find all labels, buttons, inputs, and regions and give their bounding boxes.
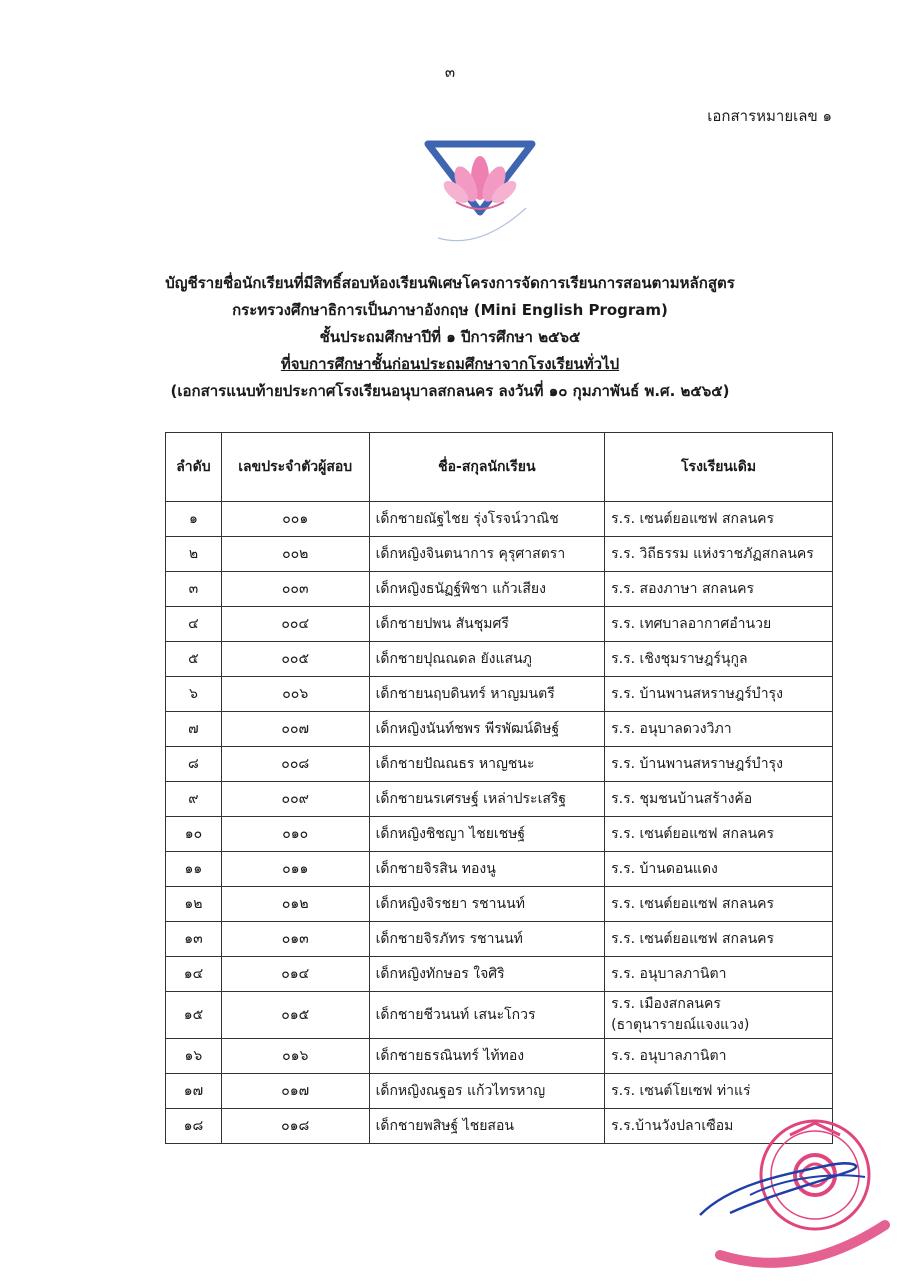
cell-exam-id: ๐๐๘ <box>221 747 369 782</box>
table-row <box>166 782 833 817</box>
cell-exam-id: ๐๑๐ <box>221 817 369 852</box>
cell-previous-school <box>605 922 833 957</box>
cell-order: ๑๒ <box>166 887 222 922</box>
cell-student-name: เด็กชายณัฐไชย รุ่งโรจน์วาณิช <box>369 502 605 537</box>
cell-order: ๑๗ <box>166 1074 222 1109</box>
cell-student-name: เด็กชายจิรสิน ทองนู <box>369 852 605 887</box>
cell-exam-id: ๐๑๓ <box>221 922 369 957</box>
school-line: ร.ร. ชุมชนบ้านสร้างค้อ <box>611 790 753 807</box>
cell-order: ๕ <box>166 642 222 677</box>
cell-order: ๖ <box>166 677 222 712</box>
table-row <box>166 712 833 747</box>
cell-order: ๒ <box>166 537 222 572</box>
table-row <box>166 677 833 712</box>
school-line: ร.ร. วิถีธรรม แห่งราชภัฏสกลนคร <box>611 545 814 562</box>
table-row <box>166 747 833 782</box>
cell-student-name: เด็กชายปุณณดล ยังแสนภู <box>369 642 605 677</box>
cell-previous-school <box>605 712 833 747</box>
table-body <box>166 502 833 1144</box>
cell-exam-id: ๐๐๗ <box>221 712 369 747</box>
cell-exam-id: ๐๑๘ <box>221 1109 369 1144</box>
title-line-4: ที่จบการศึกษาชั้นก่อนประถมศึกษาจากโรงเรียนทั่วไป <box>280 355 620 373</box>
school-line: ร.ร. เมืองสกลนคร <box>611 996 721 1012</box>
school-seal <box>690 1105 890 1275</box>
document-title <box>0 270 900 405</box>
cell-exam-id: ๐๑๕ <box>221 992 369 1039</box>
cell-previous-school <box>605 887 833 922</box>
cell-student-name: เด็กหญิงทักษอร ใจศิริ <box>369 957 605 992</box>
school-line: ร.ร. เชิงชุมราษฎร์นุกูล <box>611 650 748 667</box>
cell-exam-id: ๐๑๗ <box>221 1074 369 1109</box>
cell-exam-id: ๐๐๑ <box>221 502 369 537</box>
school-line: ร.ร. เซนต์โยเซฟ ท่าแร่ <box>611 1082 751 1099</box>
header-student-name: ชื่อ-สกุลนักเรียน <box>369 433 605 502</box>
cell-order: ๑๔ <box>166 957 222 992</box>
cell-order: ๑๐ <box>166 817 222 852</box>
cell-exam-id: ๐๐๓ <box>221 572 369 607</box>
cell-exam-id: ๐๐๔ <box>221 607 369 642</box>
cell-order: ๑๕ <box>166 992 222 1039</box>
cell-student-name: เด็กหญิงนันท์ชพร พีรพัฒน์ดิษฐ์ <box>369 712 605 747</box>
cell-exam-id: ๐๑๔ <box>221 957 369 992</box>
cell-student-name: เด็กชายปพน สันชุมศรี <box>369 607 605 642</box>
cell-previous-school <box>605 782 833 817</box>
school-line: ร.ร. เซนต์ยอแซฟ สกลนคร <box>611 510 775 527</box>
cell-student-name: เด็กชายธรณินทร์ ไท้ทอง <box>369 1039 605 1074</box>
lotus-logo-icon <box>420 138 540 248</box>
table-row <box>166 537 833 572</box>
cell-order: ๑๑ <box>166 852 222 887</box>
school-line: ร.ร.บ้านวังปลาเซือม <box>611 1117 734 1134</box>
cell-order: ๑ <box>166 502 222 537</box>
cell-exam-id: ๐๐๕ <box>221 642 369 677</box>
cell-student-name: เด็กชายนฤบดินทร์ หาญมนตรี <box>369 677 605 712</box>
cell-order: ๙ <box>166 782 222 817</box>
table-row <box>166 1039 833 1074</box>
cell-order: ๑๓ <box>166 922 222 957</box>
table-row <box>166 572 833 607</box>
school-line: ร.ร. บ้านพานสหราษฎร์บำรุง <box>611 755 783 772</box>
header-order: ลำดับ <box>166 433 222 502</box>
cell-previous-school <box>605 1039 833 1074</box>
cell-exam-id: ๐๑๑ <box>221 852 369 887</box>
cell-order: ๔ <box>166 607 222 642</box>
cell-student-name: เด็กชายชีวนนท์ เสนะโกวร <box>369 992 605 1039</box>
cell-previous-school <box>605 817 833 852</box>
cell-student-name: เด็กชายนรเศรษฐ์ เหล่าประเสริฐ <box>369 782 605 817</box>
header-exam-id: เลขประจำตัวผู้สอบ <box>221 433 369 502</box>
title-line-1: บัญชีรายชื่อนักเรียนที่มีสิทธิ์สอบห้องเรียนพิเศษโครงการจัดการเรียนการสอนตามหลักสูตร <box>165 274 735 292</box>
cell-previous-school <box>605 992 833 1039</box>
cell-student-name: เด็กชายพสิษฐ์ ไชยสอน <box>369 1109 605 1144</box>
school-line: ร.ร. อนุบาลดวงวิภา <box>611 720 732 737</box>
table-row <box>166 1074 833 1109</box>
cell-order: ๑๖ <box>166 1039 222 1074</box>
cell-previous-school <box>605 852 833 887</box>
school-line: ร.ร. เทศบาลอากาศอำนวย <box>611 615 772 632</box>
school-line: ร.ร. อนุบาลภานิตา <box>611 965 727 982</box>
cell-order: ๘ <box>166 747 222 782</box>
school-line: ร.ร. เซนต์ยอแซฟ สกลนคร <box>611 895 775 912</box>
cell-exam-id: ๐๐๙ <box>221 782 369 817</box>
table-row <box>166 817 833 852</box>
school-line: ร.ร. บ้านดอนแดง <box>611 860 718 877</box>
cell-previous-school <box>605 957 833 992</box>
table-row <box>166 992 833 1039</box>
school-line: ร.ร. เซนต์ยอแซฟ สกลนคร <box>611 930 775 947</box>
cell-student-name: เด็กหญิงธนัฏฐ์พิชา แก้วเสียง <box>369 572 605 607</box>
cell-student-name: เด็กหญิงจิรชยา รชานนท์ <box>369 887 605 922</box>
cell-order: ๗ <box>166 712 222 747</box>
school-line: ร.ร. อนุบาลภานิตา <box>611 1047 727 1064</box>
title-line-3: ชั้นประถมศึกษาปีที่ ๑ ปีการศึกษา ๒๕๖๕ <box>319 328 581 346</box>
cell-previous-school <box>605 642 833 677</box>
title-line-5: (เอกสารแนบท้ายประกาศโรงเรียนอนุบาลสกลนคร ลงวันที่ ๑๐ กุมภาพันธ์ พ.ศ. ๒๕๖๕) <box>170 382 730 400</box>
cell-previous-school <box>605 1074 833 1109</box>
page-number: ๓ <box>444 63 456 81</box>
cell-previous-school <box>605 572 833 607</box>
table-row <box>166 887 833 922</box>
school-line: (ธาตุนารายณ์แจงแวง) <box>611 1017 750 1033</box>
cell-previous-school <box>605 677 833 712</box>
table-row <box>166 922 833 957</box>
school-line: ร.ร. เซนต์ยอแซฟ สกลนคร <box>611 825 775 842</box>
cell-order: ๑๘ <box>166 1109 222 1144</box>
cell-exam-id: ๐๐๖ <box>221 677 369 712</box>
table-row <box>166 852 833 887</box>
table-row <box>166 957 833 992</box>
table-header-row <box>166 433 833 502</box>
school-logo <box>420 138 540 248</box>
cell-order: ๓ <box>166 572 222 607</box>
table-row <box>166 607 833 642</box>
title-line-2: กระทรวงศึกษาธิการเป็นภาษาอังกฤษ (Mini English Program) <box>232 301 668 319</box>
seal-stamp-icon <box>690 1105 890 1275</box>
document-reference: เอกสารหมายเลข ๑ <box>707 107 832 125</box>
cell-previous-school <box>605 607 833 642</box>
cell-student-name: เด็กชายจิรภัทร รชานนท์ <box>369 922 605 957</box>
table-row <box>166 502 833 537</box>
cell-student-name: เด็กหญิงณฐอร แก้วไทรหาญ <box>369 1074 605 1109</box>
student-roster-table <box>165 432 833 1144</box>
table-row <box>166 642 833 677</box>
cell-exam-id: ๐๑๖ <box>221 1039 369 1074</box>
cell-student-name: เด็กหญิงชิชญา ไชยเชษฐ์ <box>369 817 605 852</box>
cell-student-name: เด็กชายปัณณธร หาญชนะ <box>369 747 605 782</box>
school-line: ร.ร. บ้านพานสหราษฎร์บำรุง <box>611 685 783 702</box>
header-previous-school: โรงเรียนเดิม <box>605 433 833 502</box>
cell-exam-id: ๐๐๒ <box>221 537 369 572</box>
cell-previous-school <box>605 502 833 537</box>
school-line: ร.ร. สองภาษา สกลนคร <box>611 580 755 597</box>
cell-exam-id: ๐๑๒ <box>221 887 369 922</box>
cell-student-name: เด็กหญิงจินตนาการ คุรุศาสตรา <box>369 537 605 572</box>
cell-previous-school <box>605 747 833 782</box>
cell-previous-school <box>605 537 833 572</box>
